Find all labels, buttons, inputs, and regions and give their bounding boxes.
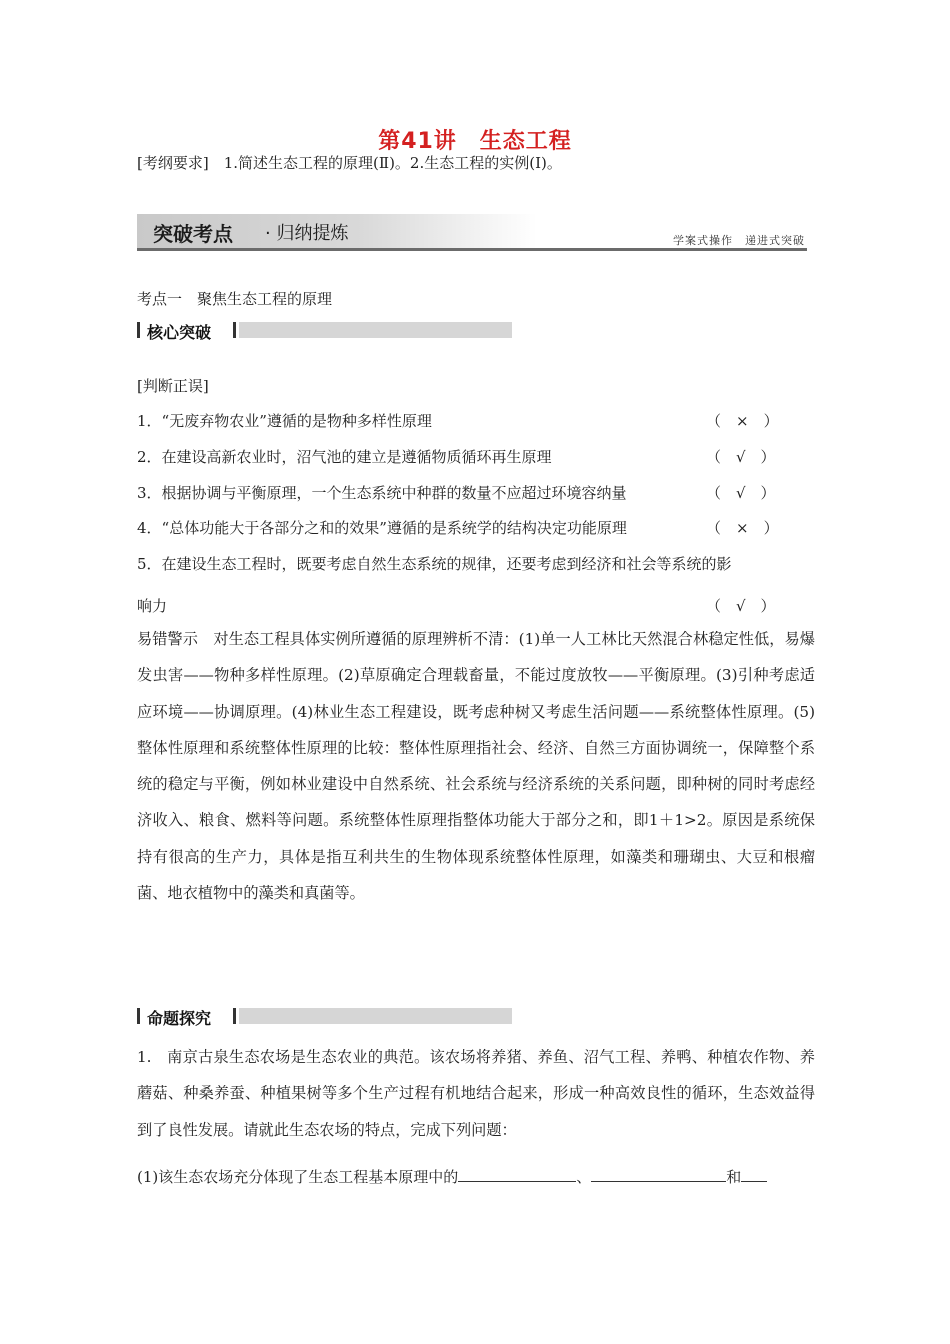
heading-gray-bar	[239, 1008, 512, 1024]
heading-right-bar	[233, 322, 236, 338]
error-warning-paragraph: 易错警示 对生态工程具体实例所遵循的原理辨析不清：(1)单一人工林比天然混合林稳定性低，易爆发虫害——物种多样性原理。(2)草原确定合理载畜量，不能过度放牧——平衡原理。(3)引种考虑适应环境——协调原理。(4)林业生态工程建设，既考虑种树又考虑生活问题——系统整体性原理。(5)整体性原理和系统整体性原理的比较：整体性原理指社会、经济、自然三方面协调统一，保障整个系统的稳定与平衡，例如林业建设中自然系统、社会系统与经济系统的关系问题，即种树的同时考虑经济收入、粮食、燃料等问题。系统整体性原理指整体功能大于部分之和，即1＋1>2。原因是系统保持有很高的生产力，具体是指互利共生的生物体现系统整体性原理，如藻类和珊瑚虫、大豆和根瘤菌、地衣植物中的藻类和真菌等。	[137, 630, 815, 903]
section-heading-label: 核心突破	[147, 323, 212, 342]
separator: 、	[576, 1168, 592, 1186]
judge-item: 4．“总体功能大于各部分之和的效果”遵循的是系统学的结构决定功能原理	[137, 519, 627, 537]
banner-subtitle: 学案式操作 递进式突破	[673, 234, 805, 247]
heading-gray-bar	[239, 322, 512, 338]
judge-mark: （ √ ）	[706, 484, 776, 502]
judge-item: 2．在建设高新农业时，沼气池的建立是遵循物质循环再生原理	[137, 448, 552, 466]
heading-left-bar	[137, 1008, 140, 1024]
judge-mark: （ × ）	[706, 519, 779, 537]
section-banner	[137, 208, 807, 248]
judge-mark: （ √ ）	[706, 597, 776, 615]
judge-item: 响力	[137, 597, 168, 615]
heading-right-bar	[233, 1008, 236, 1024]
judge-label: [判断正误]	[137, 377, 209, 395]
conjunction: 和	[726, 1168, 742, 1186]
banner-underline	[137, 248, 807, 251]
answer-blank[interactable]	[741, 1167, 767, 1182]
section-heading-label: 命题探究	[147, 1009, 212, 1028]
judge-mark: （ √ ）	[706, 448, 776, 466]
question-sub-1	[137, 1166, 767, 1187]
banner-secondary-title: · 归纳提炼	[265, 223, 349, 244]
heading-left-bar	[137, 322, 140, 338]
page-title: 第41讲 生态工程	[378, 129, 572, 154]
section-heading-core	[137, 320, 512, 340]
answer-blank[interactable]	[591, 1167, 726, 1182]
answer-blank[interactable]	[458, 1167, 576, 1182]
judge-mark: （ × ）	[706, 412, 779, 430]
section-heading-exploration	[137, 1006, 512, 1026]
syllabus-requirements: [考纲要求] 1.简述生态工程的原理(Ⅱ)。2.生态工程的实例(Ⅰ)。	[137, 154, 562, 172]
judge-item: 1．“无废弃物农业”遵循的是物种多样性原理	[137, 412, 432, 430]
judge-item: 3．根据协调与平衡原理，一个生态系统中种群的数量不应超过环境容纳量	[137, 484, 627, 502]
question-sub-1-text: (1)该生态农场充分体现了生态工程基本原理中的	[137, 1168, 459, 1186]
banner-main-title: 突破考点	[153, 222, 233, 246]
topic-heading: 考点一 聚焦生态工程的原理	[137, 290, 333, 308]
judge-item: 5．在建设生态工程时，既要考虑自然生态系统的规律，还要考虑到经济和社会等系统的影	[137, 555, 732, 573]
question-paragraph: 1. 南京古泉生态农场是生态农业的典范。该农场将养猪、养鱼、沼气工程、养鸭、种植农作物、养蘑菇、种桑养蚕、种植果树等多个生产过程有机地结合起来，形成一种高效良性的循环，生态效益得到了良性发展。请就此生态农场的特点，完成下列问题：	[137, 1048, 815, 1139]
